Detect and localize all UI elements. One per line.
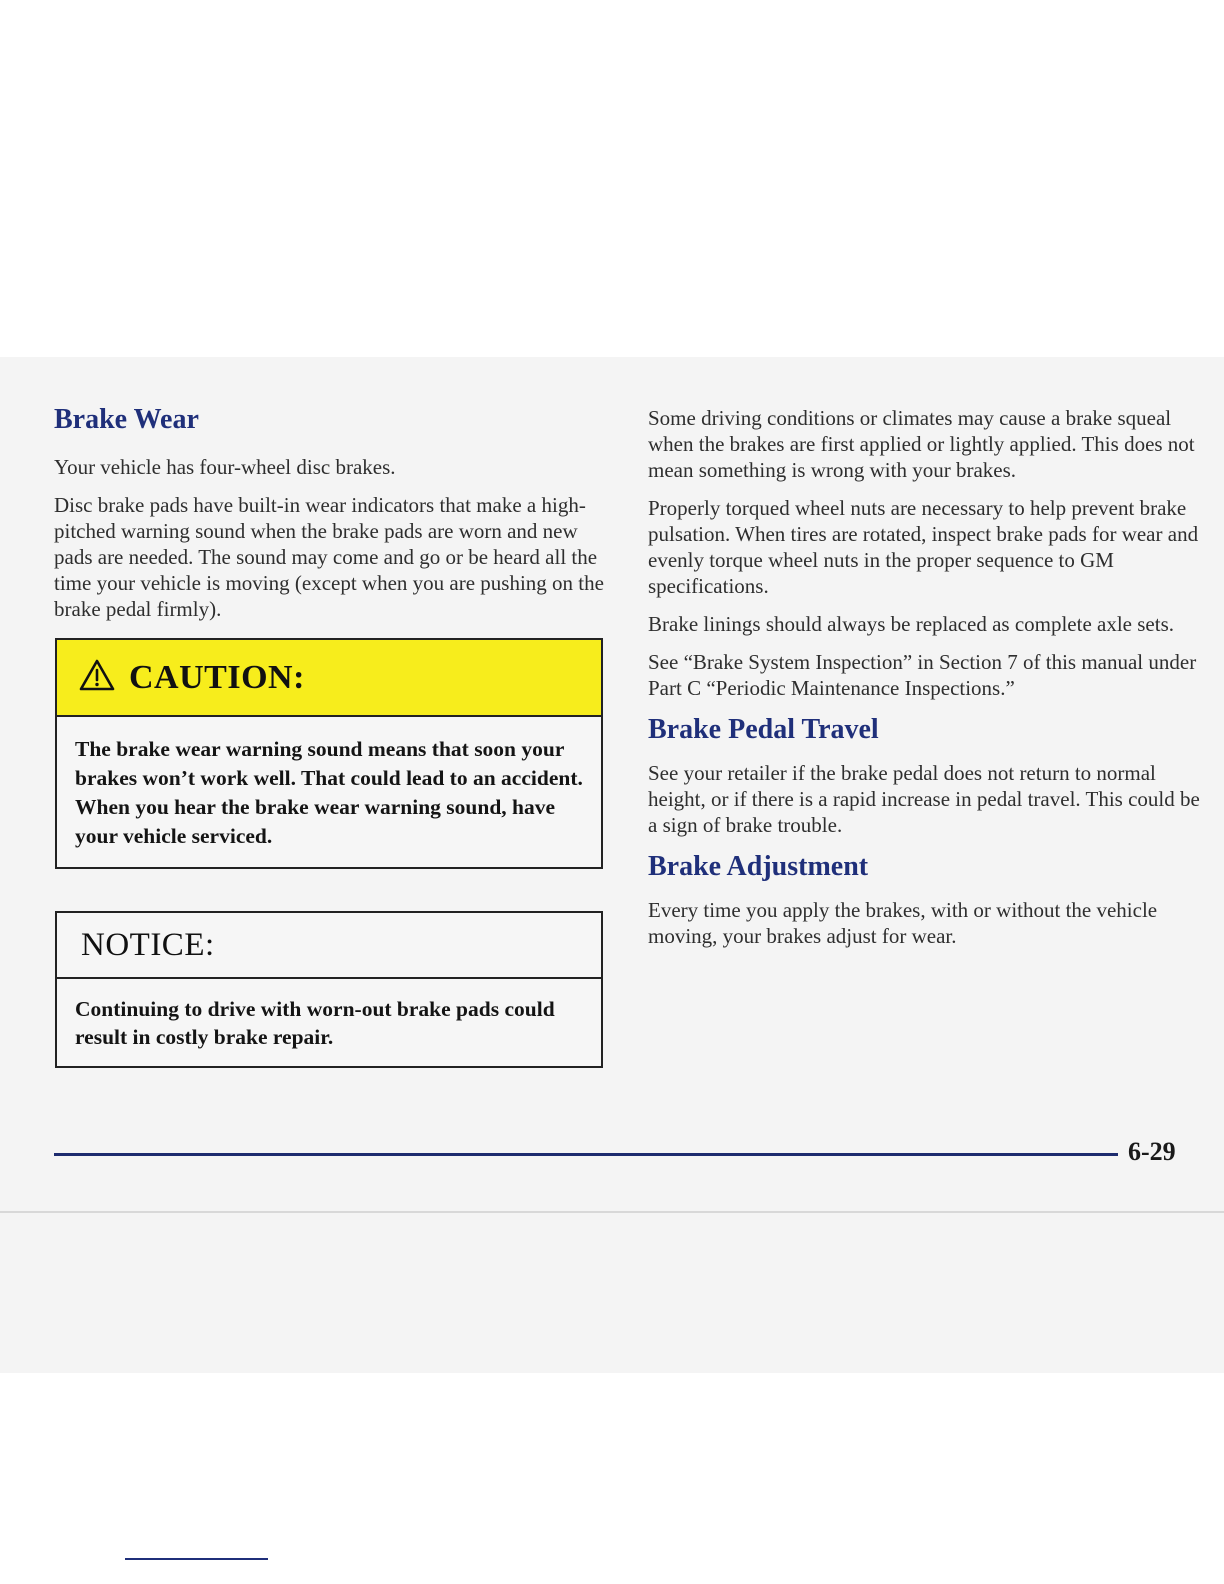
paragraph-pedal-travel: See your retailer if the brake pedal does not return to normal height, or if there is a rapid increase in pedal travel. This could be a sign of brake trouble. xyxy=(648,760,1200,837)
heading-brake-adjustment: Brake Adjustment xyxy=(648,850,869,882)
warning-triangle-icon xyxy=(79,658,115,697)
notice-box xyxy=(55,911,603,1068)
paragraph-brake-squeal: Some driving conditions or climates may cause a brake squeal when the brakes are first applied or lightly applied. This does not mean something is wrong with your brakes. xyxy=(648,406,1195,482)
notice-title: NOTICE: xyxy=(81,926,215,963)
left-column xyxy=(54,405,604,622)
notice-text: Continuing to drive with worn-out brake pads could result in costly brake repair. xyxy=(75,997,555,1049)
caution-title: CAUTION: xyxy=(129,658,305,696)
paragraph-brake-linings: Brake linings should always be replaced as complete axle sets. xyxy=(648,612,1175,636)
heading-brake-pedal-travel: Brake Pedal Travel xyxy=(648,714,879,745)
paragraph-wear-indicators: Disc brake pads have built-in wear indicators that make a high-pitched warning sound when the brake pads are worn and new pads are needed. The sound may come and go or be heard all the time your vehicle is moving (except when you are pushing on the brake pedal firmly). xyxy=(54,492,604,621)
divider xyxy=(0,1211,1224,1213)
footer-rule xyxy=(54,1153,1118,1156)
caution-box xyxy=(55,638,603,869)
paragraph-disc-brakes: Your vehicle has four-wheel disc brakes. xyxy=(54,454,396,479)
paragraph-inspection-reference: See “Brake System Inspection” in Section 7 of this manual under Part C “Periodic Maintenance Inspections.” xyxy=(648,650,1197,700)
caution-header xyxy=(57,640,601,717)
heading-brake-wear: Brake Wear xyxy=(54,404,199,435)
caution-text: The brake wear warning sound means that soon your brakes won’t work well. That could lead to an accident. When you hear the brake wear warning sound, have your vehicle serviced. xyxy=(75,737,583,848)
paragraph-brake-adjustment: Every time you apply the brakes, with or without the vehicle moving, your brakes adjust for wear. xyxy=(648,897,1158,948)
right-column xyxy=(648,405,1200,949)
paragraph-wheel-nuts: Properly torqued wheel nuts are necessary to help prevent brake pulsation. When tires are rotated, inspect brake pads for wear and evenly torque wheel nuts in the proper sequence to GM specifications. xyxy=(648,496,1199,598)
bottom-rule xyxy=(125,1558,268,1560)
notice-header xyxy=(57,913,601,979)
page-number: 6-29 xyxy=(1128,1137,1176,1166)
